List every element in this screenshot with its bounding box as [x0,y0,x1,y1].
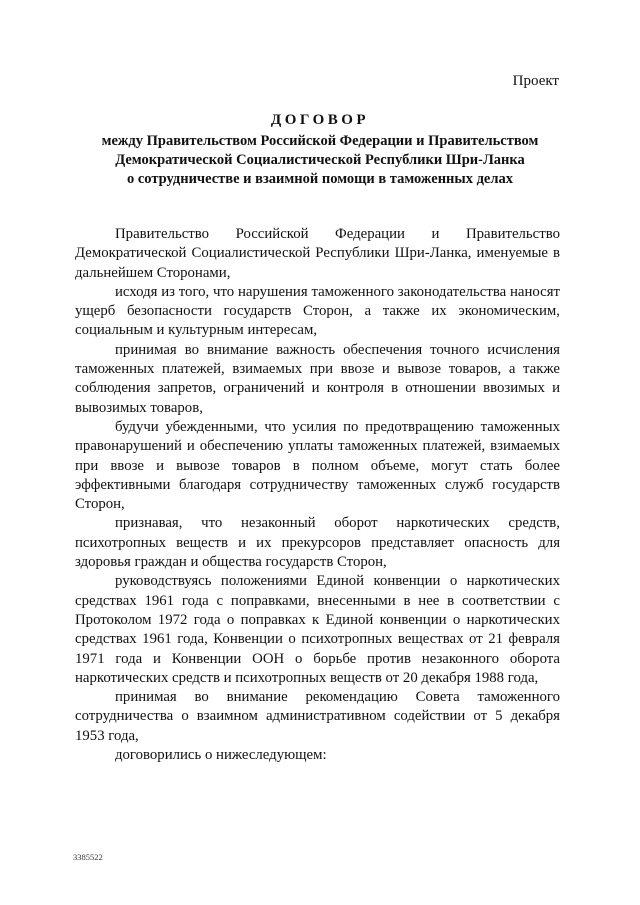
preamble-paragraph: принимая во внимание важность обеспечения точного исчисления таможенных платежей, взимаемых при ввозе и вывозе товаров, а также соблюдения запретов, ограничений и контроля в отношении ввозимых и вывозимых товаров, [75,341,560,416]
document-subtitle [60,132,580,189]
draft-label: Проект [512,73,559,89]
preamble-paragraph: признавая, что незаконный оборот наркотических средств, психотропных веществ и их прекурсоров представляет опасность для здоровья граждан и общества государств Сторон, [75,515,560,571]
preamble-paragraph: исходя из того, что нарушения таможенного законодательства наносят ущерб безопасности государств Сторон, а также их экономическим, социальным и культурным интересам, [75,283,560,339]
preamble-paragraph: будучи убежденными, что усилия по предотвращению таможенных правонарушений и обеспечению уплаты таможенных платежей, взимаемых при ввозе и вывозе товаров в полном объеме, могут стать более эффективными благодаря сотрудничеству таможенных служб государств Сторон, [75,418,560,513]
preamble-paragraph: руководствуясь положениями Единой конвенции о наркотических средствах 1961 года с поправками, внесенными в нее в соответствии с Протоколом 1972 года о поправках к Единой конвенции о наркотических средствах 1961 года, Конвенции о психотропных веществах от 21 февраля 1971 года и Конвенции ООН о борьбе против незаконного оборота наркотических средств и психотропных веществ от 20 декабря 1988 года, [75,573,560,686]
subtitle-line: Демократической Социалистической Республики Шри-Ланка [115,152,525,168]
document-title: ДОГОВОР [270,112,370,128]
preamble-paragraph: Правительство Российской Федерации и Правительство Демократической Социалистической Республики Шри-Ланка, именуемые в дальнейшем Сторонами, [75,226,560,281]
subtitle-line: между Правительством Российской Федерации и Правительством [101,133,539,149]
subtitle-line: о сотрудничестве и взаимной помощи в таможенных делах [127,171,513,187]
preamble-closing: договорились о нижеследующем: [115,747,327,764]
preamble-paragraph: принимая во внимание рекомендацию Совета таможенного сотрудничества о взаимном административном содействии от 5 декабря 1953 года, [75,689,560,744]
document-body [75,225,560,765]
document-code: 3385522 [73,852,103,862]
